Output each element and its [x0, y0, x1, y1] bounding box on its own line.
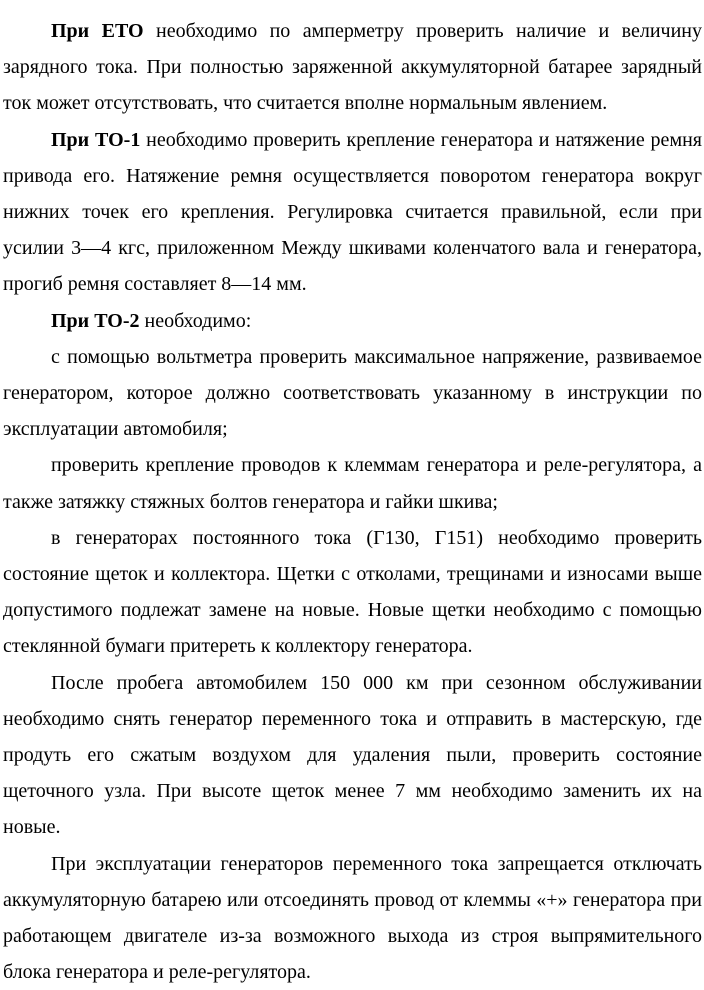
- paragraph-text: в генераторах постоянного тока (Г130, Г151) необходимо проверить состояние щеток и коллектора. Щетки с отколами, трещинами и износами выше допустимого подлежат замене на новые. Новые щетки необходимо с помощью стеклянной бумаги притереть к коллектору генератора.: [3, 526, 702, 658]
- paragraph-text: необходимо по амперметру проверить наличие и величину зарядного тока. При полностью заряженной аккумуляторной батарее зарядный ток может отсутствовать, что считается вполне нормальным явлением.: [3, 20, 702, 115]
- paragraph-lead: При ТО-1: [51, 128, 141, 151]
- paragraph-warning: [3, 846, 702, 990]
- paragraph-text: необходимо:: [139, 309, 252, 332]
- paragraph-lead: При ТО-2: [51, 309, 140, 332]
- paragraph-brushes: [3, 520, 702, 665]
- paragraph-text: При эксплуатации генераторов переменного тока запрещается отключать аккумуляторную батарею или отсоединять провод от клеммы «+» генератора при работающем двигателе из-за возможного выхода из строя выпрямительного блока генератора и реле-регулятора.: [3, 852, 702, 984]
- paragraph-lead: При ЕТО: [51, 20, 144, 42]
- paragraph-eto: [3, 13, 702, 122]
- paragraph-voltmeter: [3, 339, 702, 448]
- paragraph-to1: [3, 122, 702, 303]
- paragraph-text: с помощью вольтметра проверить максимальное напряжение, развиваемое генератором, которое должно соответствовать указанному в инструкции по эксплуатации автомобиля;: [3, 345, 702, 441]
- paragraph-text: проверить крепление проводов к клеммам генератора и реле-регулятора, а также затяжку стяжных болтов генератора и гайки шкива;: [3, 454, 702, 513]
- paragraph-text: необходимо проверить крепление генератора и натяжение ремня привода его. Натяжение ремня осуществляется поворотом генератора вокруг нижних точек его крепления. Регулировка считается правильной, если при усилии 3—4 кгс, приложенном Между шкивами коленчатого вала и генератора, прогиб ремня составляет 8—14 мм.: [3, 128, 702, 296]
- paragraph-wiring: [3, 447, 702, 519]
- paragraph-to2: [3, 303, 702, 339]
- paragraph-mileage: [3, 665, 702, 846]
- paragraph-text: После пробега автомобилем 150 000 км при сезонном обслуживании необходимо снять генератор переменного тока и отправить в мастерскую, где продуть его сжатым воздухом для удаления пыли, проверить состояние щеточного узла. При высоте щеток менее 7 мм необходимо заменить их на новые.: [3, 671, 702, 839]
